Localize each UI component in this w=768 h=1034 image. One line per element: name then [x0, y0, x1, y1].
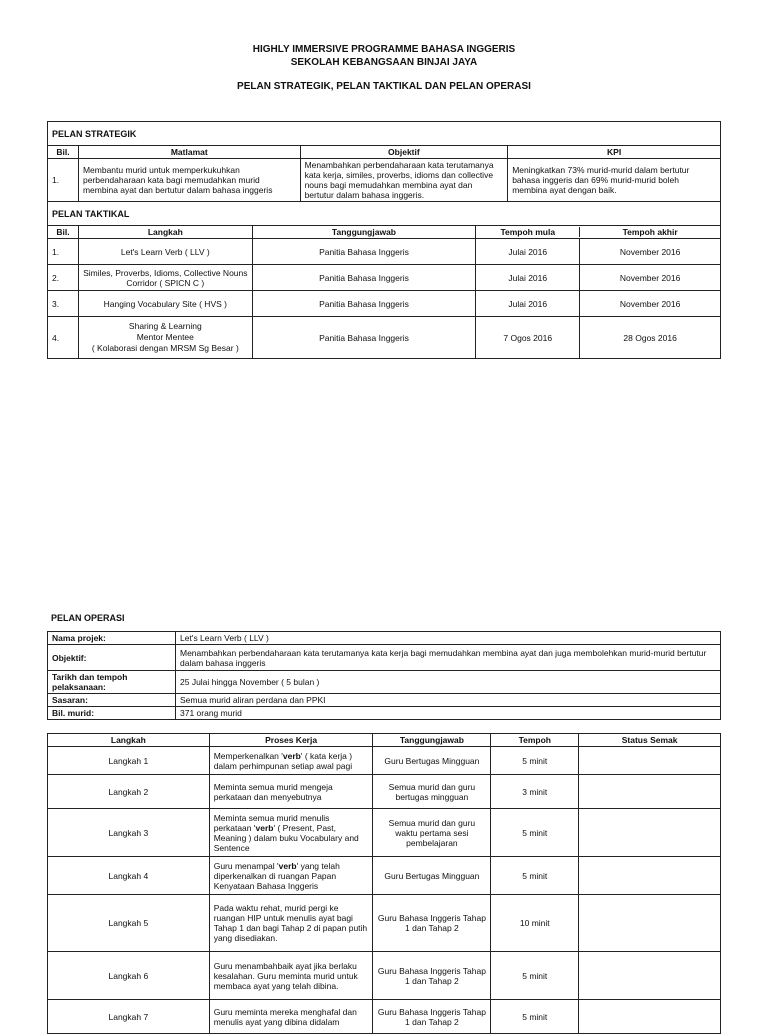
taktikal-langkah [78, 317, 252, 359]
col-header-tanggungjawab: Tanggungjawab [252, 226, 476, 239]
step-status [579, 1000, 721, 1034]
proses-bold: verb [282, 750, 301, 761]
info-value: Semua murid aliran perdana dan PPKI [176, 694, 721, 707]
taktikal-bil: 2. [48, 265, 79, 291]
col-header-bil: Bil. [48, 146, 79, 159]
taktikal-tempoh-mula: 7 Ogos 2016 [476, 317, 580, 358]
proses-text: Meminta semua murid menulis perkataan ' [213, 812, 330, 833]
table-row [48, 265, 721, 291]
step-proses: Pada waktu rehat, murid pergi ke ruangan HIP untuk menulis ayat bagi Tahap 1 dan bagi Tahap 2 di papan putih yang disediakan. [209, 895, 373, 952]
step-status [579, 857, 721, 895]
col-header-langkah: Langkah [48, 734, 210, 747]
info-value: Menambahkan perbendaharaan kata terutamanya kata kerja bagi memudahkan membina ayat dan juga membolehkan murid-murid bertutur dalam bahasa inggeris [176, 645, 721, 671]
strategik-kpi: Meningkatkan 73% murid-murid dalam bertutur bahasa inggeris dan 69% murid-murid boleh membina ayat dengan baik. [508, 159, 721, 202]
table-row [48, 747, 721, 775]
proses-text: Memperkenalkan ' [213, 750, 283, 761]
step-status [579, 747, 721, 775]
col-header-status-semak: Status Semak [579, 734, 721, 747]
info-row [48, 694, 721, 707]
info-label: Sasaran: [48, 694, 176, 707]
step-tanggungjawab: Semua murid dan guru bertugas mingguan [373, 775, 491, 809]
info-row [48, 707, 721, 720]
step-tempoh: 5 minit [491, 857, 579, 895]
info-row [48, 671, 721, 694]
table-row [48, 317, 721, 359]
operation-info-table [47, 631, 721, 720]
table-row [48, 775, 721, 809]
proses-bold: verb [255, 822, 274, 833]
step-langkah: Langkah 7 [48, 1000, 210, 1034]
proses-text: ' ( kata kerja ) dalam perhimpunan setiap awal pagi [213, 750, 353, 771]
step-tempoh: 5 minit [491, 952, 579, 1000]
step-langkah: Langkah 3 [48, 809, 210, 857]
taktikal-tempoh-mula: Julai 2016 [476, 265, 580, 290]
taktikal-bil: 3. [48, 291, 79, 317]
step-langkah: Langkah 5 [48, 895, 210, 952]
strategik-bil: 1. [48, 159, 79, 202]
step-tempoh: 10 minit [491, 895, 579, 952]
step-tempoh: 3 minit [491, 775, 579, 809]
table-row [48, 895, 721, 952]
title-line-1: HIGHLY IMMERSIVE PROGRAMME BAHASA INGGERIS [252, 44, 516, 55]
step-tanggungjawab: Guru Bahasa Inggeris Tahap 1 dan Tahap 2 [373, 952, 491, 1000]
info-label: Tarikh dan tempoh pelaksanaan: [48, 671, 176, 694]
col-header-tanggungjawab: Tanggungjawab [373, 734, 491, 747]
info-label: Bil. murid: [48, 707, 176, 720]
taktikal-tempoh-akhir: November 2016 [619, 246, 681, 257]
step-proses [209, 857, 373, 895]
table-row [48, 809, 721, 857]
taktikal-bil: 4. [48, 317, 79, 359]
proses-text: Guru menampal ' [213, 860, 279, 871]
proses-bold: verb [278, 860, 297, 871]
step-langkah: Langkah 2 [48, 775, 210, 809]
step-tanggungjawab: Guru Bahasa Inggeris Tahap 1 dan Tahap 2 [373, 895, 491, 952]
step-proses [209, 809, 373, 857]
strategic-tactical-table [47, 121, 721, 359]
step-tempoh: 5 minit [491, 809, 579, 857]
info-row [48, 632, 721, 645]
title-line-2: SEKOLAH KEBANGSAAN BINJAI JAYA [290, 57, 478, 68]
step-status [579, 895, 721, 952]
table-row [48, 291, 721, 317]
col-header-objektif: Objektif [300, 146, 508, 159]
taktikal-tempoh-mula: Julai 2016 [476, 239, 580, 264]
step-tempoh: 5 minit [491, 747, 579, 775]
step-langkah: Langkah 4 [48, 857, 210, 895]
step-proses: Guru meminta mereka menghafal dan menulis ayat yang dibina didalam [209, 1000, 373, 1034]
col-header-tempoh-akhir: Tempoh akhir [622, 227, 678, 237]
table-row [48, 952, 721, 1000]
step-tanggungjawab: Guru Bertugas Mingguan [373, 747, 491, 775]
section-title-taktikal: PELAN TAKTIKAL [48, 202, 721, 226]
col-header-kpi: KPI [508, 146, 721, 159]
step-proses: Meminta semua murid mengeja perkataan dan menyebutnya [209, 775, 373, 809]
taktikal-tanggungjawab: Panitia Bahasa Inggeris [252, 317, 476, 359]
col-header-tempoh-mula [476, 226, 721, 239]
info-label: Objektif: [48, 645, 176, 671]
taktikal-langkah: Hanging Vocabulary Site ( HVS ) [78, 291, 252, 317]
section-title-strategik: PELAN STRATEGIK [48, 122, 721, 146]
col-header-tempoh-mula-label: Tempoh mula [476, 227, 580, 237]
taktikal-tanggungjawab: Panitia Bahasa Inggeris [252, 239, 476, 265]
info-value: 371 orang murid [176, 707, 721, 720]
taktikal-bil: 1. [48, 239, 79, 265]
info-label: Nama projek: [48, 632, 176, 645]
taktikal-tempoh-akhir: November 2016 [619, 272, 681, 283]
strategik-matlamat: Membantu murid untuk memperkukuhkan perbendaharaan kata bagi memudahkan murid membina ayat dan bertutur dalam bahasa inggeris [78, 159, 300, 202]
step-langkah: Langkah 1 [48, 747, 210, 775]
proses-text: ' yang telah diperkenalkan di ruangan Papan Kenyataan Bahasa Inggeris [213, 860, 340, 891]
taktikal-tempoh-akhir: November 2016 [619, 298, 681, 309]
col-header-tempoh: Tempoh [491, 734, 579, 747]
step-status [579, 775, 721, 809]
col-header-langkah: Langkah [78, 226, 252, 239]
info-row [48, 645, 721, 671]
taktikal-tempoh-mula: Julai 2016 [476, 291, 580, 316]
step-proses [209, 747, 373, 775]
taktikal-tempoh-akhir: 28 Ogos 2016 [623, 332, 677, 343]
document-title [0, 43, 768, 69]
col-header-matlamat: Matlamat [78, 146, 300, 159]
table-row [48, 239, 721, 265]
step-status [579, 809, 721, 857]
step-proses: Guru menambahbaik ayat jika berlaku kesalahan. Guru meminta murid untuk membaca ayat yang telah dibina. [209, 952, 373, 1000]
step-langkah: Langkah 6 [48, 952, 210, 1000]
col-header-proses-kerja: Proses Kerja [209, 734, 373, 747]
langkah-line: Sharing & Learning [128, 321, 202, 331]
col-header-bil: Bil. [48, 226, 79, 239]
operation-steps-table [47, 733, 721, 1034]
langkah-line: ( Kolaborasi dengan MRSM Sg Besar ) [91, 343, 239, 353]
table-row [48, 1000, 721, 1034]
info-value: Let's Learn Verb ( LLV ) [176, 632, 721, 645]
taktikal-langkah: Similes, Proverbs, Idioms, Collective Nouns Corridor ( SPICN C ) [78, 265, 252, 291]
info-value: 25 Julai hingga November ( 5 bulan ) [176, 671, 721, 694]
taktikal-tanggungjawab: Panitia Bahasa Inggeris [252, 265, 476, 291]
step-tempoh: 5 minit [491, 1000, 579, 1034]
step-tanggungjawab: Guru Bahasa Inggeris Tahap 1 dan Tahap 2 [373, 1000, 491, 1034]
step-status [579, 952, 721, 1000]
langkah-line: Mentor Mentee [136, 332, 194, 342]
table-row [48, 857, 721, 895]
section-title-operasi: PELAN OPERASI [51, 613, 125, 623]
document-subtitle: PELAN STRATEGIK, PELAN TAKTIKAL DAN PELAN OPERASI [237, 81, 531, 92]
proses-text: ' ( Present, Past, Meaning ) dalam buku Vocabulary and Sentence [213, 822, 359, 853]
strategik-objektif: Menambahkan perbendaharaan kata terutamanya kata kerja, similes, proverbs, idioms dan collective nouns bagi memudahkan membina ayat dan bertutur dalam bahasa inggeris. [300, 159, 508, 202]
taktikal-tanggungjawab: Panitia Bahasa Inggeris [252, 291, 476, 317]
taktikal-langkah: Let's Learn Verb ( LLV ) [78, 239, 252, 265]
step-tanggungjawab: Guru Bertugas Mingguan [373, 857, 491, 895]
step-tanggungjawab: Semua murid dan guru waktu pertama sesi pembelajaran [373, 809, 491, 857]
